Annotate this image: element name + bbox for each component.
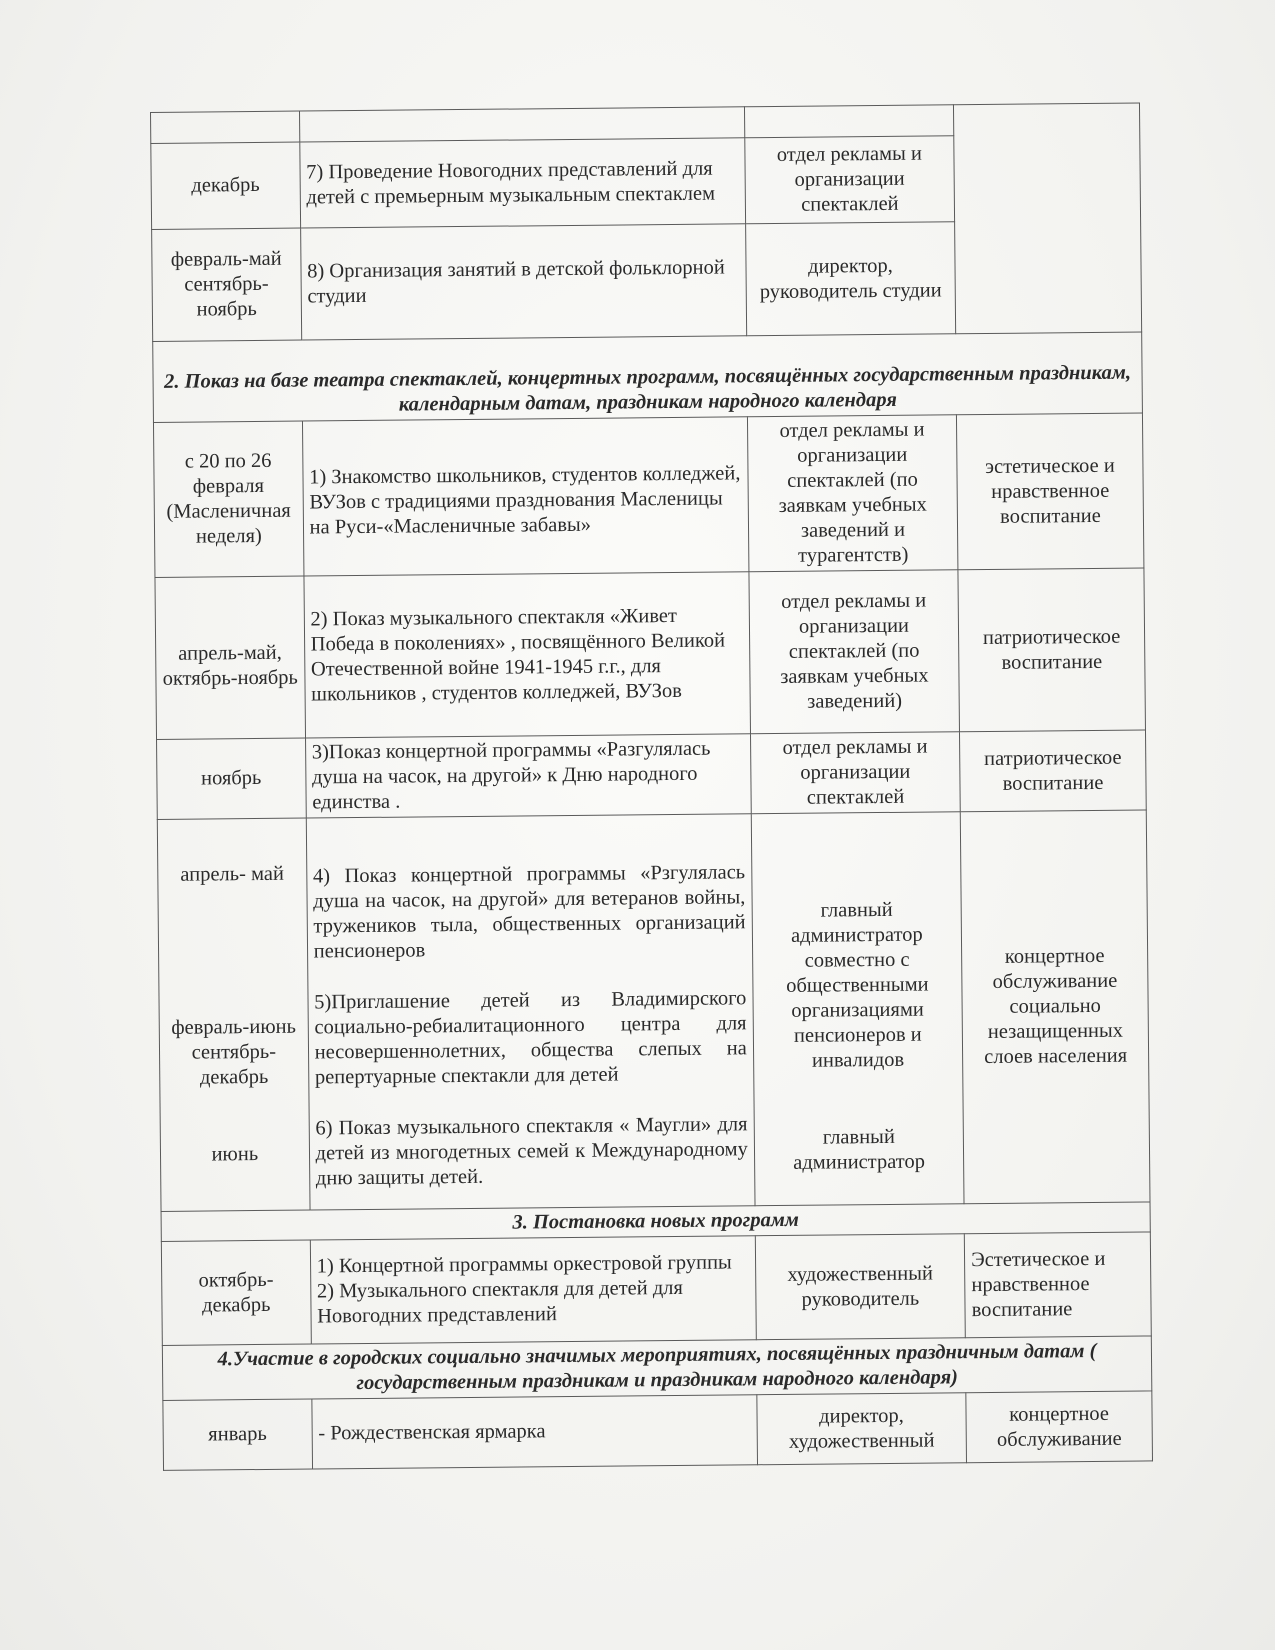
date-cell: ноябрь <box>157 738 306 819</box>
date-cell: февраль-май сентябрь-ноябрь <box>152 228 302 341</box>
date-text: апрель- май <box>180 862 285 886</box>
section-4-title: 4.Участие в городских социально значимых мероприятиях, посвящённых праздничным датам ( государственным праздникам и праздникам народного календаря) <box>162 1336 1151 1400</box>
responsible-cell: отдел рекламы и организации спектаклей <box>745 136 955 224</box>
table-row <box>163 1391 1153 1470</box>
table-row <box>157 730 1147 819</box>
table-row <box>153 413 1143 577</box>
section-2-title: 2. Показ на базе театра спектаклей, концертных программ, посвящённых государственным праздникам, календарным датам, праздникам народного календаря <box>153 332 1143 422</box>
responsible-cell: директор, художественный <box>757 1393 967 1465</box>
date-cell: январь <box>163 1399 312 1470</box>
direction-cell: эстетическое и нравственное воспитание <box>957 413 1144 570</box>
section-3-title: 3. Постановка новых программ <box>161 1202 1150 1241</box>
events-plan-table <box>150 102 1153 1470</box>
direction-cell: патриотическое воспитание <box>958 568 1145 732</box>
table-row <box>155 568 1146 739</box>
activity-cell: 3)Показ концертной программы «Разгулялась душа на часок, на другой» к Дню народного единства . <box>305 734 751 818</box>
responsible-cell: директор, руководитель студии <box>745 222 955 336</box>
responsible-cell: отдел рекламы и организации спектаклей (по заявкам учебных заведений) <box>749 570 960 734</box>
activity-cell: 2) Показ музыкального спектакля «Живет Победа в поколениях» , посвящённого Великой Отечественной войне 1941-1945 г.г., для школьников , студентов колледжей, ВУЗов <box>304 572 751 738</box>
activity-text: 1) Концертной программы оркестровой группы <box>316 1251 732 1278</box>
responsible-cell: отдел рекламы и организации спектаклей (по заявкам учебных заведений и турагентств) <box>747 415 958 572</box>
date-text: июнь <box>211 1143 259 1166</box>
activity-cell: - Рождественская ярмарка <box>311 1395 757 1469</box>
table-row <box>157 810 1150 1211</box>
responsible-cell: художественный руководитель <box>755 1234 965 1340</box>
table-row <box>161 1232 1151 1345</box>
responsible-cell: отдел рекламы и организации спектаклей <box>750 732 960 814</box>
activity-cell: 8) Организация занятий в детской фольклорной студии <box>300 224 746 340</box>
activity-cell <box>306 814 755 1210</box>
activity-text: 2) Музыкального спектакля для детей для Новогодних представлений <box>316 1276 683 1328</box>
direction-cell: концертное обслуживание социально незащищенных слоев населения <box>960 810 1150 1204</box>
direction-cell: Эстетическое и нравственное воспитание <box>964 1232 1151 1338</box>
date-text: февраль-июнь сентябрь-декабрь <box>171 1015 297 1089</box>
date-cell: декабрь <box>151 142 300 229</box>
activity-text: 4) Показ концертной программы «Рзгулялась душа на часок, на другой» для ветеранов войны, тружеников тыла, общественных организаций пенсионеров <box>312 861 746 963</box>
responsible-text: главный администратор совместно с общественными организациями пенсионеров и инвалидов <box>786 898 929 1072</box>
activity-text: 5)Приглашение детей из Владимирского социально-ребиалитационного центра для несовершеннолетних, общества слепых на репертуарные спектакли для детей <box>314 987 747 1089</box>
date-cell: с 20 по 26 февраля (Масленичная неделя) <box>153 421 303 577</box>
activity-cell: 7) Проведение Новогодних представлений для детей с премьерным музыкальным спектаклем <box>299 138 745 228</box>
section-header-row <box>162 1336 1151 1400</box>
date-cell: апрель-май, октябрь-ноябрь <box>155 576 305 739</box>
direction-cell: патриотическое воспитание <box>960 730 1147 812</box>
activity-cell: 1) Знакомство школьников, студентов колледжей, ВУЗов с традициями празднования Масленицы на Руси-«Масленичные забавы» <box>302 417 749 576</box>
direction-cell: концертное обслуживание <box>966 1391 1153 1463</box>
activity-text: 6) Показ музыкального спектакля « Маугли» для детей из многодетных семей к Международному дню защиты детей. <box>315 1113 748 1190</box>
section-header-row <box>153 332 1143 422</box>
responsible-cell <box>751 812 964 1206</box>
activity-cell <box>310 1236 756 1344</box>
table-row-empty <box>151 103 1140 143</box>
responsible-text: главный администратор <box>793 1125 926 1174</box>
date-cell: октябрь-декабрь <box>161 1240 311 1345</box>
date-cell <box>157 818 309 1211</box>
